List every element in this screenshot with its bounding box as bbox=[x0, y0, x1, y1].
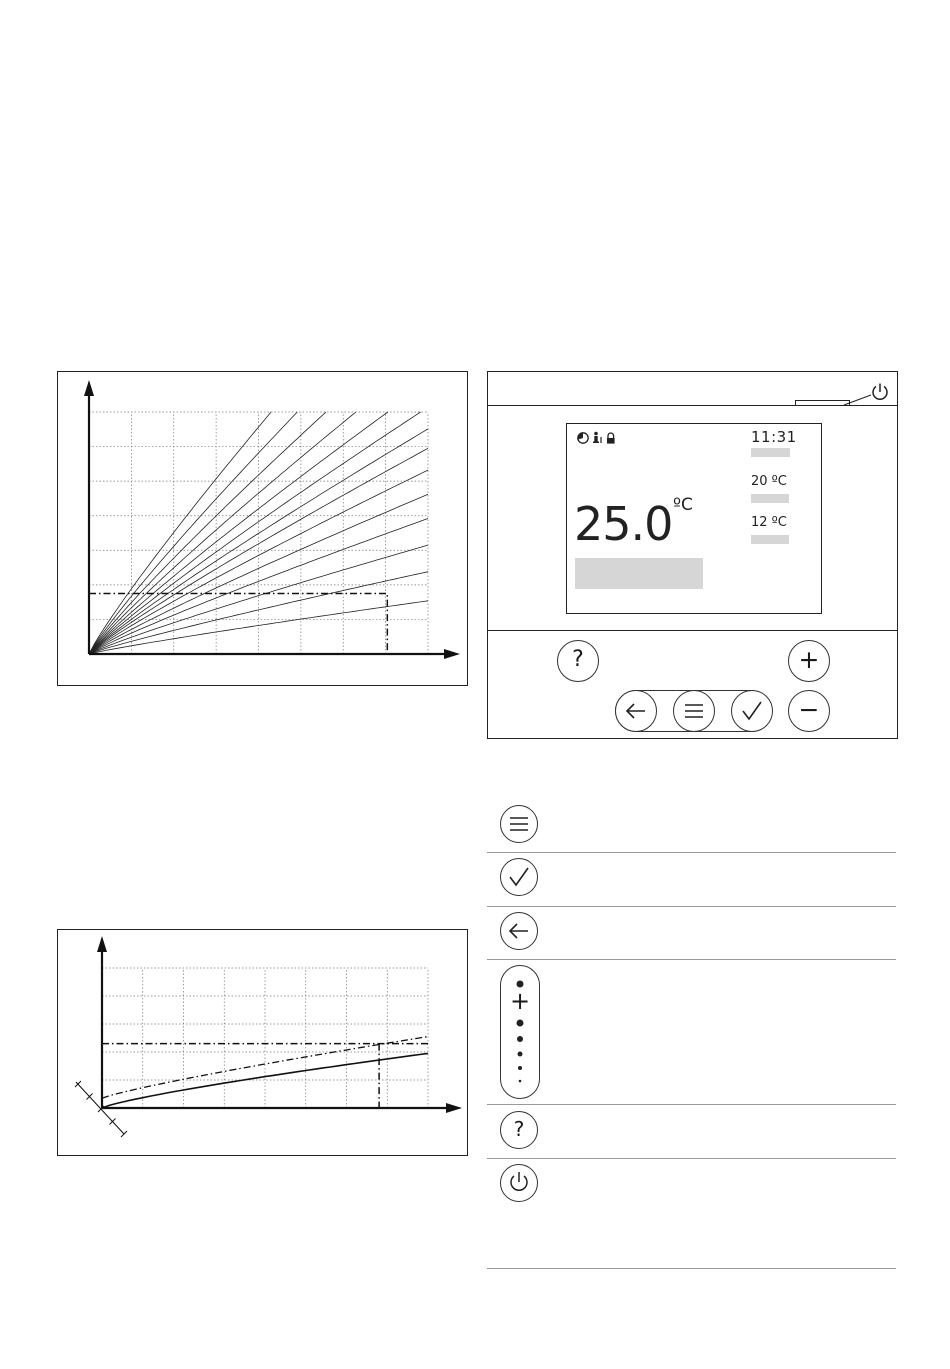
heating-curve bbox=[89, 412, 326, 654]
reference-dashdot-line bbox=[89, 594, 387, 655]
legend-help-button bbox=[500, 1111, 538, 1149]
legend-power-button bbox=[500, 1164, 538, 1202]
lock-icon bbox=[607, 433, 615, 444]
menu-icon bbox=[674, 691, 714, 731]
plus-button[interactable] bbox=[788, 640, 830, 682]
menu-icon bbox=[501, 806, 537, 842]
clock-icon bbox=[578, 433, 588, 443]
legend-menu-button bbox=[500, 805, 538, 843]
setpoint-2-label-bar bbox=[751, 535, 789, 544]
legend-divider bbox=[487, 1158, 896, 1159]
help-icon: ? bbox=[572, 647, 584, 672]
legend-confirm-button bbox=[500, 858, 538, 896]
setpoint-2-display: 12 ºC bbox=[751, 515, 787, 530]
plus-icon: + bbox=[798, 645, 820, 674]
status-text-bar bbox=[575, 558, 703, 589]
current-temperature-unit: ºC bbox=[673, 495, 693, 515]
heating-curve bbox=[89, 494, 428, 654]
device-top-divider bbox=[488, 405, 897, 406]
minus-icon: − bbox=[798, 695, 820, 724]
help-button[interactable] bbox=[557, 640, 599, 682]
controller-device bbox=[487, 371, 898, 739]
occupant-icon bbox=[593, 432, 601, 443]
legend-back-button bbox=[500, 912, 538, 950]
heating-curve bbox=[89, 412, 297, 654]
y-axis-arrow bbox=[84, 380, 94, 396]
legend-scroll-button bbox=[500, 965, 540, 1099]
legend-divider bbox=[487, 959, 896, 960]
power-icon bbox=[501, 1165, 537, 1201]
heating-curves-chart bbox=[58, 372, 467, 685]
flow-temperature-chart bbox=[58, 930, 467, 1155]
minus-button[interactable] bbox=[788, 690, 830, 732]
x-axis-arrow bbox=[446, 1103, 462, 1113]
display-screen bbox=[566, 423, 822, 614]
scroll-dots-icon bbox=[501, 966, 539, 1098]
setpoint-1-label-bar bbox=[751, 494, 789, 503]
back-arrow-icon bbox=[501, 913, 537, 949]
heating-curve bbox=[89, 412, 271, 654]
power-switch-slot bbox=[795, 400, 850, 405]
help-icon: ? bbox=[513, 1117, 525, 1141]
x-axis-arrow bbox=[444, 649, 460, 659]
legend-divider bbox=[487, 1104, 896, 1105]
scroll-plus-icon: + bbox=[509, 987, 531, 1015]
setpoint-1-display: 20 ºC bbox=[751, 474, 787, 489]
menu-button[interactable] bbox=[673, 690, 715, 732]
checkmark-icon bbox=[732, 691, 772, 731]
legend-divider bbox=[487, 906, 896, 907]
status-icons bbox=[577, 431, 623, 445]
current-temperature: 25.0 bbox=[574, 497, 673, 551]
checkmark-icon bbox=[501, 859, 537, 895]
device-bottom-divider bbox=[488, 630, 897, 631]
heating-curves-figure bbox=[57, 371, 468, 686]
flow-temperature-figure bbox=[57, 929, 468, 1156]
confirm-button[interactable] bbox=[731, 690, 773, 732]
legend-divider bbox=[487, 1268, 896, 1269]
y-axis-arrow bbox=[97, 936, 107, 952]
legend-divider bbox=[487, 852, 896, 853]
power-leader-line bbox=[843, 392, 873, 406]
back-button[interactable] bbox=[615, 690, 657, 732]
time-label-bar bbox=[751, 448, 790, 457]
time-display: 11:31 bbox=[751, 428, 797, 446]
back-arrow-icon bbox=[616, 691, 656, 731]
